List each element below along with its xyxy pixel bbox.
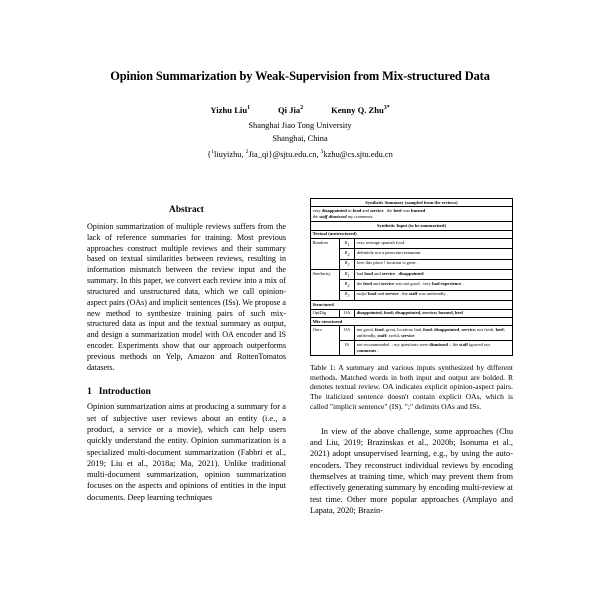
- oa-text: [355, 309, 513, 317]
- email-part-1: liuyizhu,: [214, 150, 246, 159]
- table-row-mix-band: [311, 317, 513, 325]
- review-id-sub: 2: [347, 283, 350, 288]
- right-column-paragraph: In view of the above challenge, some approaches (Chu and Liu, 2019; Brazinskas et al., 2020b; Isonuma et al., 2021) adopt unsupervised learning, e.g., by using the auto-encoders. They reconstruct individual reviews by encoding themselves at training time, which may prevent them from effectively generating summary by encoding multi-review at test time. Other more popular approaches (Amplayo and Lapata, 2020; Brazin-: [310, 426, 513, 515]
- section-heading-introduction: [87, 386, 286, 397]
- review-text: very average spanish food .: [355, 239, 513, 249]
- review-id-sub: 3: [347, 263, 350, 268]
- review-id-sub: 1: [347, 273, 350, 278]
- oa-tag: OA: [340, 309, 355, 317]
- email-part-2: Jia_qi}@sjtu.edu.cn,: [248, 150, 321, 159]
- table-row: [311, 326, 513, 341]
- table-row-summary-text: [311, 207, 513, 222]
- affiliation-line-1: Shanghai Jiao Tong University: [248, 121, 352, 130]
- summary-l1-m4: was: [401, 208, 412, 214]
- review-id-sub: 3: [347, 294, 350, 299]
- author-3-affil-marker: 3*: [383, 105, 390, 112]
- summary-l1-b4: beef: [393, 208, 402, 214]
- ours-is-text: not recommended .; my questions were dismissed .; the staff ignored our comments .: [355, 341, 513, 356]
- summary-text-cell: [311, 207, 513, 222]
- method-label-random: Random: [311, 239, 340, 270]
- email-open-brace: {: [207, 150, 212, 159]
- author-1: [210, 104, 250, 116]
- summary-l1-pre: very: [312, 208, 322, 214]
- author-3-name: Kenny Q. Zhu: [331, 105, 384, 115]
- section-title: Introduction: [98, 386, 151, 398]
- page-title: Opinion Summarization by Weak-Supervision from Mix-structured Data: [110, 69, 490, 83]
- affiliation-block: [0, 120, 600, 145]
- table-row: [311, 270, 513, 280]
- table-row: [311, 239, 513, 249]
- email-sup-1: 1: [211, 149, 214, 156]
- review-id: [340, 270, 355, 280]
- method-label-opidig: OpiDig: [311, 309, 340, 317]
- structured-band-cell: Structured: [311, 301, 513, 309]
- table-row: [311, 309, 513, 317]
- review-id: [340, 259, 355, 269]
- review-id: [340, 239, 355, 249]
- table-row-structured-band: [311, 301, 513, 309]
- summary-l1-m2: and: [361, 208, 371, 214]
- summary-l1-b3: service: [370, 208, 384, 214]
- email-sup-3: 3: [320, 149, 324, 156]
- author-1-name: Yizhu Liu: [210, 105, 248, 115]
- textual-band-cell: Textual (unstructured): [311, 230, 513, 238]
- method-label-similarity: Similarity: [311, 270, 340, 301]
- summary-l1-end: .: [425, 208, 428, 214]
- table-row: [311, 290, 513, 300]
- summary-l2-ib2: dismissed: [328, 214, 347, 220]
- author-list: [0, 104, 600, 116]
- table-row: [311, 259, 513, 269]
- input-header-cell: Synthetic Input (to be summarized): [311, 222, 513, 230]
- author-1-affil-marker: 1: [247, 105, 250, 112]
- review-id-letter: R: [344, 270, 348, 276]
- summary-header-cell: Synthetic Summary (sampled from the reviews): [311, 199, 513, 207]
- review-id-letter: R: [344, 250, 348, 255]
- summary-l1-b2: food: [352, 208, 362, 214]
- summary-l1-m1: in: [346, 208, 353, 214]
- table-row-input-header: [311, 222, 513, 230]
- review-id-letter: R: [344, 260, 348, 266]
- author-2-affil-marker: 2: [300, 105, 304, 112]
- section-number: 1: [87, 386, 92, 398]
- synthetic-data-table: [310, 198, 513, 356]
- review-id-sub: 2: [347, 252, 350, 257]
- left-column: [87, 205, 286, 503]
- ours-oa-text: not good, food; great, location; bad, food; disappointed, service; not fresh, beef; unfriendly, staff; awful, service: [355, 326, 513, 341]
- oa-text-value: disappointed, food; disappointed, service; burned, beef: [356, 310, 463, 316]
- abstract-heading: Abstract: [169, 205, 204, 215]
- review-id-letter: R: [344, 280, 348, 286]
- abstract-body: Opinion summarization of multiple reviews suffers from the lack of reference summaries for training. Most previous approaches construct multiple reviews and their summary based on textual similarities between reviews, resulting in information mismatch between the review input and the summary. In this paper, we convert each review into a mix of structured and unstructured data, which we call opinion-aspect pairs (OAs) and implicit sentences (ISs). We propose a new method to synthesize training pairs of such mix-structured data as input and the textual summary as output, and design a summarization model with OA encoder and IS encoder. Experiments show that our approach outperforms previous methods on Yelp, Amazon and RottenTomatos datasets.: [87, 222, 286, 372]
- review-id: [340, 290, 355, 300]
- table-caption: Table 1: A summary and various inputs synthesized by different methods. Matched words in both input and output are bolded. R denotes textual review. OA indicates explicit opinion-aspect pairs. The italicized sentence doesn't contain explicit OAs, which is called "implicit sentence" (IS). ";" delimits OAs and ISs.: [310, 362, 513, 412]
- email-part-3: kzhu@cs.sjtu.edu.cn: [323, 150, 393, 159]
- affiliation-line-2: Shanghai, China: [272, 133, 328, 143]
- review-id: [340, 280, 355, 290]
- summary-l2-i3: my comments .: [346, 214, 375, 220]
- ours-oa-tag: OA: [340, 326, 355, 341]
- table-row-summary-header: [311, 199, 513, 207]
- review-text: awful food and service . the staff was unfriendly .: [355, 290, 513, 300]
- review-text: definitely not a peruvian restaurant .: [355, 249, 513, 259]
- review-text: bad food and service . disappointed: [355, 270, 513, 280]
- review-text: love this place ! location is great .: [355, 259, 513, 269]
- review-id: [340, 249, 355, 259]
- table-row: [311, 341, 513, 356]
- review-id-letter: R: [344, 239, 348, 245]
- email-line: [0, 149, 600, 161]
- email-sup-2: 2: [245, 149, 249, 156]
- mix-band-cell: Mix-structured: [311, 317, 513, 325]
- method-label-ours: Ours: [311, 326, 340, 355]
- author-2-name: Qi Jia: [277, 105, 301, 115]
- summary-l2-ib1: staff: [319, 214, 328, 220]
- review-id-letter: R: [344, 291, 348, 297]
- right-column: [310, 198, 513, 516]
- introduction-paragraph: Opinion summarization aims at producing a summary for a set of subjective user reviews about an entity (i.e., a product, a service or a movie), which can help users quickly understand the entity. Opinion summarization is a specialized multi-document summarization (Fabbri et al., 2019; Liu et al., 2018a; Ma, 2021). Unlike traditional multi-document summarization, opinion summarization focuses on the aspects and opinions of entities in the input documents. Deep learning techniques: [87, 402, 286, 502]
- review-id-sub: 1: [347, 242, 350, 247]
- summary-l1-b1: disappointed: [321, 208, 347, 214]
- review-text: the food and service was not good . very bad experience .: [355, 280, 513, 290]
- table-row-textual-band: [311, 230, 513, 238]
- author-2: [278, 104, 303, 116]
- summary-l2-i1: the: [312, 214, 320, 220]
- summary-l1-b5: burned: [411, 208, 426, 214]
- summary-l1-m3: . the: [383, 208, 394, 214]
- table-row: [311, 249, 513, 259]
- table-row: [311, 280, 513, 290]
- ours-is-tag: IS: [340, 341, 355, 356]
- author-3: [331, 104, 390, 116]
